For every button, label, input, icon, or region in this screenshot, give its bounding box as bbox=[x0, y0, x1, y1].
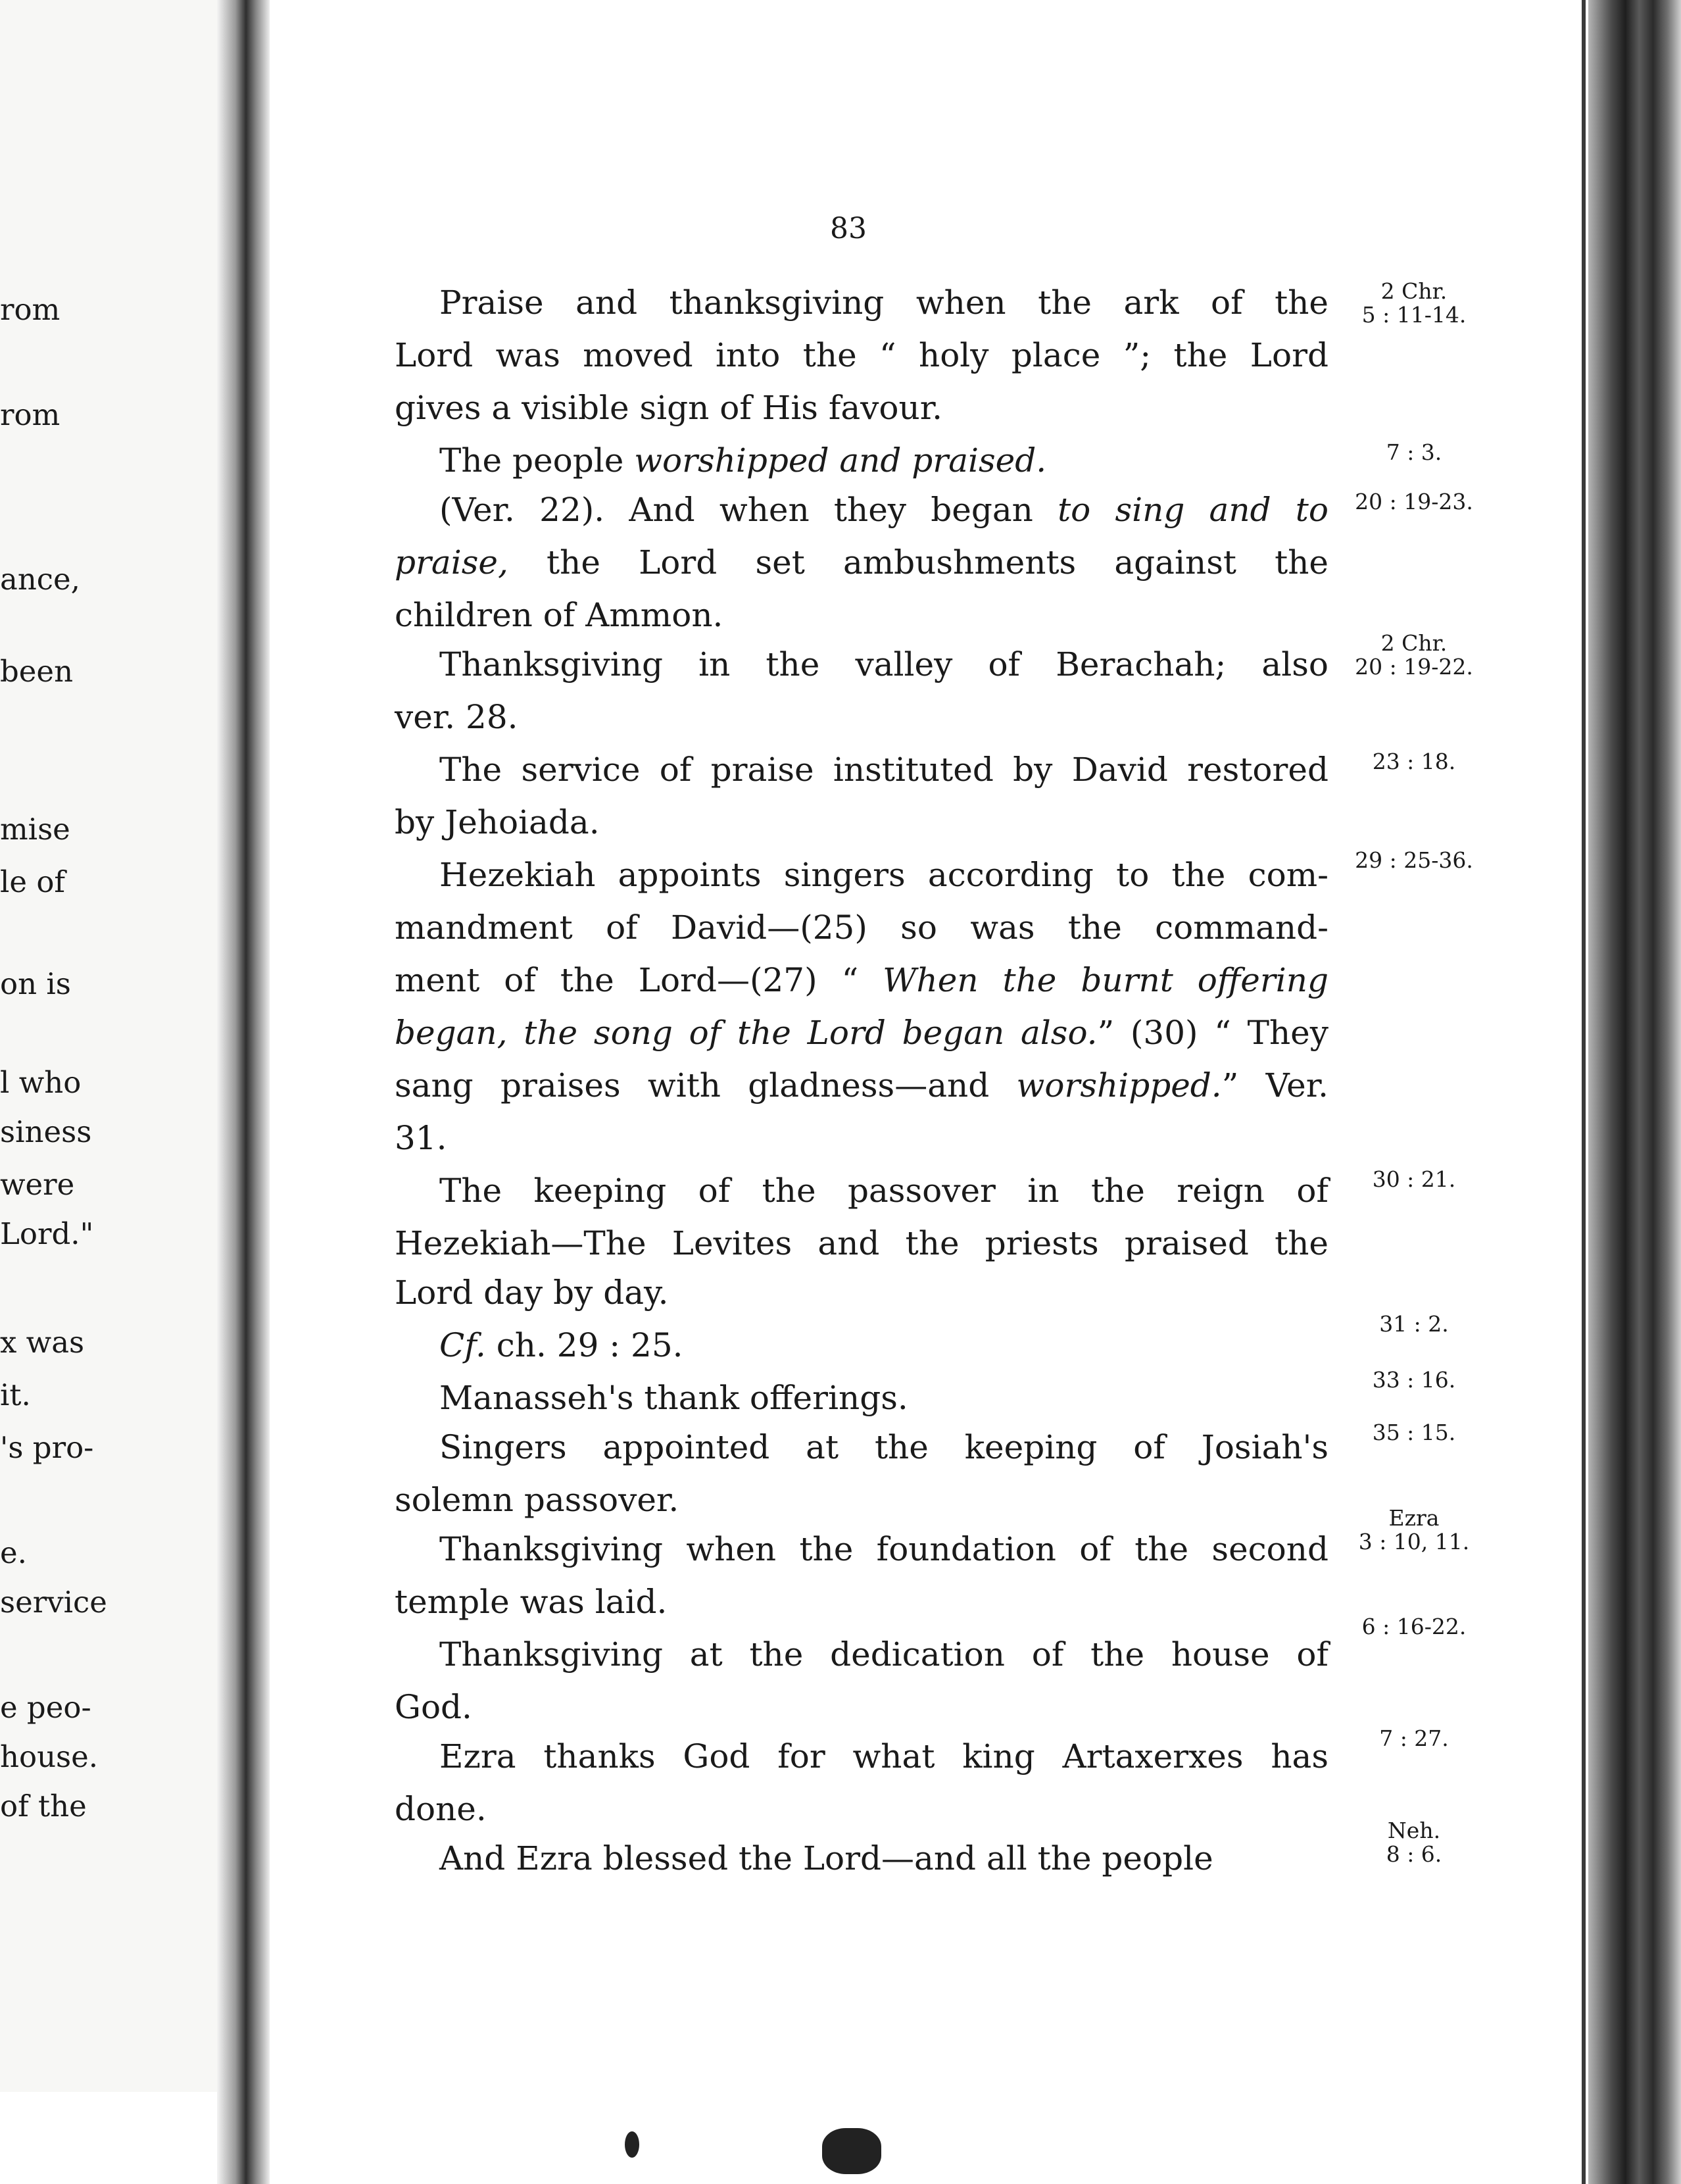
entry-line-text: Hezekiah appoints singers according to the com- bbox=[439, 856, 1328, 894]
entry-line bbox=[439, 645, 1328, 684]
reference-line: 3 : 10, 11. bbox=[1358, 1529, 1470, 1554]
left-page-fragment: been bbox=[0, 654, 74, 689]
entry-line-text: The keeping of the passover in the reign of bbox=[439, 1172, 1328, 1210]
entry-line bbox=[395, 1582, 667, 1622]
entry-line bbox=[395, 1013, 1328, 1053]
left-page-fragment: of the bbox=[0, 1789, 87, 1824]
reference-line: 23 : 18. bbox=[1372, 749, 1456, 774]
page-number: 83 bbox=[830, 212, 867, 245]
entry-line-text: ” (30) “ They bbox=[1097, 1014, 1328, 1052]
entry-line bbox=[439, 441, 1046, 480]
reference-line: 2 Chr. bbox=[1380, 278, 1448, 304]
entry-line-text: The people bbox=[439, 441, 635, 480]
page-stack-edge bbox=[1588, 0, 1681, 2184]
entry-line-text: Lord was moved into the “ holy place ”; the Lord bbox=[395, 336, 1328, 374]
entry-line-text: Lord day by day. bbox=[395, 1274, 669, 1312]
entry-line-text: by Jehoiada. bbox=[395, 803, 600, 841]
entry-line bbox=[439, 490, 1328, 530]
entry-line-text: Hezekiah—The Levites and the priests praised the bbox=[395, 1224, 1328, 1262]
entry-line bbox=[439, 1427, 1328, 1467]
left-page-fragment: e. bbox=[0, 1535, 27, 1570]
scripture-reference bbox=[1335, 1506, 1493, 1554]
entry-line bbox=[395, 1789, 487, 1829]
entry-line-text: sang praises with gladness—and bbox=[395, 1066, 1017, 1104]
entry-line bbox=[439, 1529, 1328, 1569]
entry-line bbox=[395, 543, 1328, 582]
entry-line-text: Manasseh's thank offerings. bbox=[439, 1379, 908, 1417]
left-page-fragment: rom bbox=[0, 397, 61, 432]
reference-line: 20 : 19-22. bbox=[1355, 654, 1473, 680]
entry-line-text: ” Ver. bbox=[1221, 1066, 1328, 1104]
left-page-fragment: service bbox=[0, 1585, 107, 1620]
left-page-fragment: le of bbox=[0, 864, 66, 899]
entry-line bbox=[395, 388, 942, 428]
entry-line-text: mandment of David—(25) so was the command- bbox=[395, 908, 1328, 947]
entry-line bbox=[395, 595, 723, 635]
entry-line bbox=[439, 1326, 683, 1365]
scripture-reference bbox=[1335, 1727, 1493, 1750]
italic-text: to sing and to bbox=[1058, 491, 1328, 529]
reference-line: 8 : 6. bbox=[1386, 1841, 1442, 1867]
left-page-fragment: e peo- bbox=[0, 1690, 91, 1725]
entry-line bbox=[395, 1224, 1328, 1263]
entry-line bbox=[395, 1066, 1328, 1105]
entry-line-text: 31. bbox=[395, 1119, 447, 1157]
entry-line-text: Thanksgiving when the foundation of the second bbox=[439, 1530, 1328, 1568]
scripture-reference bbox=[1335, 1819, 1493, 1866]
reference-line: 33 : 16. bbox=[1372, 1367, 1456, 1393]
reference-line: 6 : 16-22. bbox=[1361, 1614, 1467, 1639]
left-page-fragment: Lord." bbox=[0, 1216, 94, 1251]
entry-line-text: Praise and thanksgiving when the ark of the bbox=[439, 284, 1328, 322]
entry-line bbox=[439, 283, 1328, 322]
entry-line bbox=[395, 1118, 447, 1158]
left-page-fragment: were bbox=[0, 1167, 75, 1202]
entry-line-text: The service of praise instituted by David restored bbox=[439, 751, 1328, 789]
entry-line bbox=[395, 803, 600, 842]
reference-line: 5 : 11-14. bbox=[1361, 302, 1467, 328]
left-page-fragment: on is bbox=[0, 966, 71, 1001]
italic-text: began, the song of the Lord began also. bbox=[395, 1014, 1098, 1052]
left-page-fragment: l who bbox=[0, 1065, 82, 1100]
left-page-fragment: ance, bbox=[0, 562, 80, 597]
scripture-reference bbox=[1335, 490, 1493, 514]
italic-text: worshipped. bbox=[1016, 1066, 1222, 1104]
left-page-fragment: rom bbox=[0, 292, 61, 327]
entry-line bbox=[439, 1378, 908, 1418]
entry-line bbox=[439, 855, 1328, 895]
entry-line-text: Thanksgiving in the valley of Berachah; also bbox=[439, 645, 1328, 683]
entry-line bbox=[439, 750, 1328, 789]
left-page-fragment: mise bbox=[0, 812, 70, 847]
entry-line-text: And Ezra blessed the Lord—and all the people bbox=[439, 1839, 1213, 1877]
page-edge-line bbox=[1582, 0, 1586, 2184]
entry-line-text: the Lord set ambushments against the bbox=[508, 543, 1328, 582]
entry-line bbox=[395, 1480, 679, 1520]
entry-line-text: Thanksgiving at the dedication of the house of bbox=[439, 1635, 1328, 1674]
reference-line: 29 : 25-36. bbox=[1355, 847, 1473, 873]
entry-line bbox=[439, 1171, 1328, 1210]
entry-line bbox=[395, 960, 1328, 1000]
scripture-reference bbox=[1335, 1421, 1493, 1445]
italic-text: worshipped and praised. bbox=[634, 441, 1047, 480]
entry-line bbox=[395, 1273, 669, 1312]
entry-line bbox=[439, 1737, 1328, 1776]
scripture-reference bbox=[1335, 632, 1493, 679]
entry-line bbox=[395, 1687, 472, 1727]
entry-line-text: children of Ammon. bbox=[395, 596, 723, 634]
reference-line: 20 : 19-23. bbox=[1355, 489, 1473, 514]
left-page-fragment: 's pro- bbox=[0, 1430, 94, 1465]
entry-line-text: ver. 28. bbox=[395, 698, 518, 736]
left-page-fragment: siness bbox=[0, 1114, 92, 1149]
entry-line bbox=[395, 908, 1328, 947]
scripture-reference bbox=[1335, 1168, 1493, 1191]
italic-text: praise, bbox=[395, 543, 508, 582]
italic-text: Cf. bbox=[439, 1326, 486, 1364]
entry-line bbox=[439, 1839, 1213, 1878]
reference-line: 2 Chr. bbox=[1380, 630, 1448, 656]
entry-line-text: done. bbox=[395, 1790, 487, 1828]
scripture-reference bbox=[1335, 1312, 1493, 1336]
scripture-reference bbox=[1335, 849, 1493, 872]
reference-line: Neh. bbox=[1387, 1818, 1441, 1843]
entry-line bbox=[395, 335, 1328, 375]
entry-line-text: gives a visible sign of His favour. bbox=[395, 389, 943, 427]
entry-line-text: ch. 29 : 25. bbox=[485, 1326, 683, 1364]
entry-line-text: ment of the Lord—(27) “ bbox=[395, 961, 883, 999]
entry-line-text: temple was laid. bbox=[395, 1583, 668, 1621]
reference-line: 7 : 3. bbox=[1386, 439, 1442, 465]
entry-line-text: (Ver. 22). And when they began bbox=[439, 491, 1058, 529]
entry-line bbox=[395, 697, 518, 737]
italic-text: When the burnt offering bbox=[883, 961, 1328, 999]
entry-line-text: Ezra thanks God for what king Artaxerxes has bbox=[439, 1737, 1328, 1775]
entry-line-text: Singers appointed at the keeping of Josiah's bbox=[439, 1428, 1328, 1466]
entry-line-text: God. bbox=[395, 1688, 472, 1726]
entry-line bbox=[439, 1635, 1328, 1674]
reference-line: 31 : 2. bbox=[1379, 1311, 1449, 1337]
entry-line-text: solemn passover. bbox=[395, 1481, 679, 1519]
scripture-reference bbox=[1335, 750, 1493, 774]
reference-line: 7 : 27. bbox=[1379, 1725, 1449, 1751]
scripture-reference bbox=[1335, 280, 1493, 327]
book-gutter bbox=[217, 0, 270, 2184]
left-page-fragment: house. bbox=[0, 1739, 99, 1774]
scripture-reference bbox=[1335, 1368, 1493, 1392]
reference-line: 30 : 21. bbox=[1372, 1166, 1456, 1192]
scripture-reference bbox=[1335, 441, 1493, 464]
scripture-reference bbox=[1335, 1615, 1493, 1639]
reference-line: Ezra bbox=[1388, 1505, 1440, 1531]
left-page-fragment: x was bbox=[0, 1325, 85, 1360]
reference-line: 35 : 15. bbox=[1372, 1420, 1456, 1445]
left-page-fragment: it. bbox=[0, 1377, 31, 1412]
